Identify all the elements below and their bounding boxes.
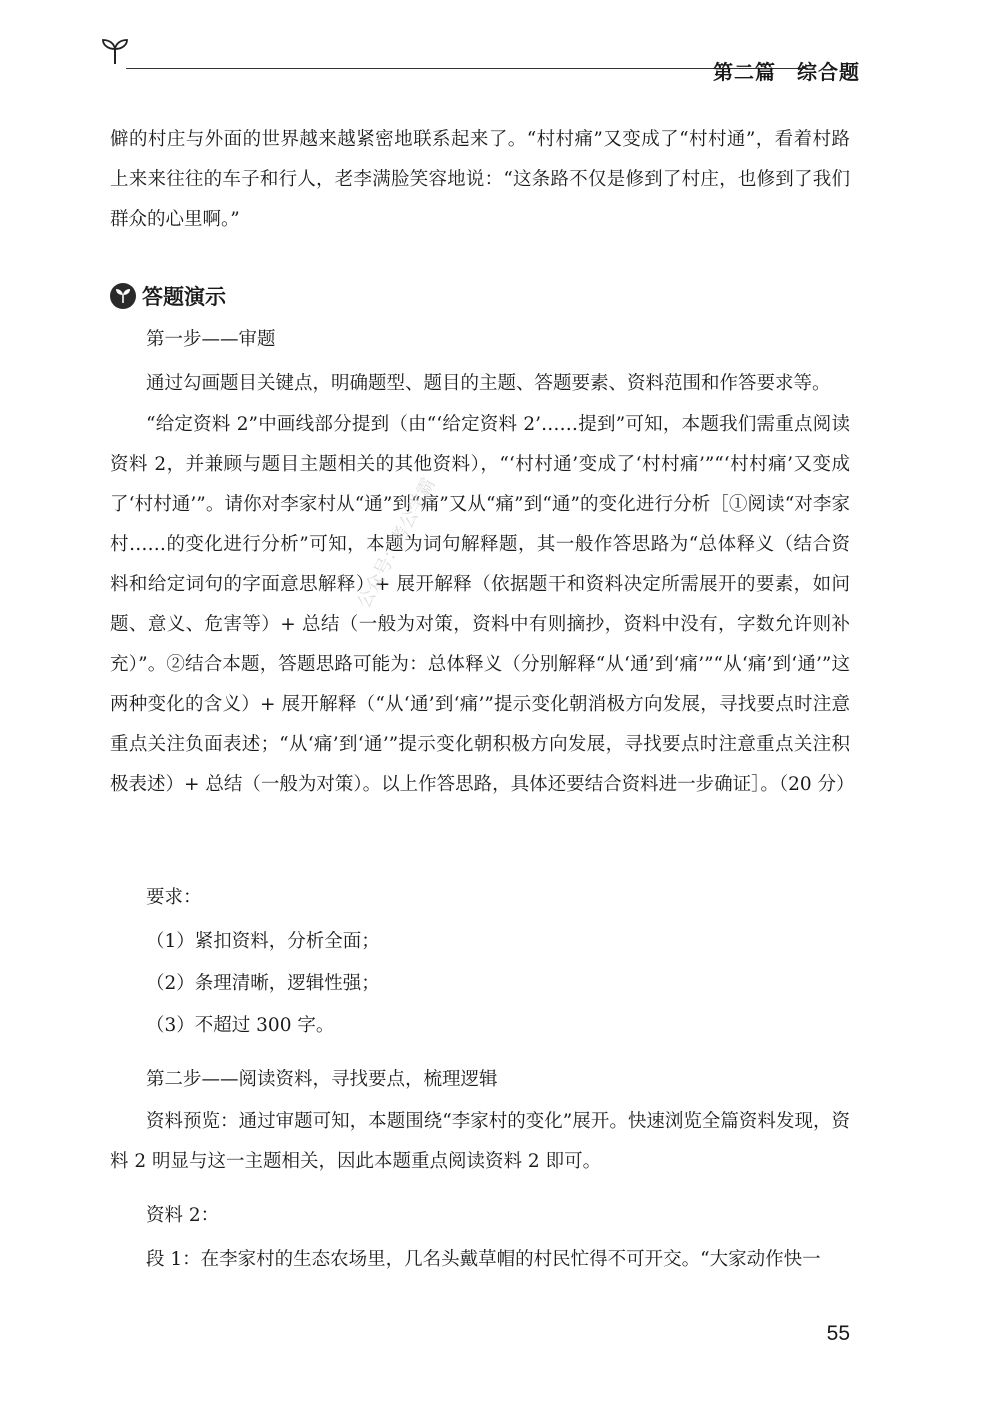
material-preview: 资料预览：通过审题可知，本题围绕“李家村的变化”展开。快速浏览全篇资料发现，资料 2 明显与这一主题相关，因此本题重点阅读资料 2 即可。 bbox=[110, 1111, 850, 1172]
section-heading bbox=[110, 280, 226, 312]
page-header bbox=[100, 30, 860, 82]
sprout-icon bbox=[100, 36, 130, 70]
material-paragraph: 段 1：在李家村的生态农场里，几名头戴草帽的村民忙得不可开交。“大家动作快一 bbox=[146, 1249, 821, 1270]
step1-title: 第一步——审题 bbox=[146, 329, 276, 350]
requirement-item: （2）条理清晰，逻辑性强； bbox=[146, 973, 380, 994]
step1-instruction: 通过勾画题目关键点，明确题型、题目的主题、答题要素、资料范围和作答要求等。 bbox=[146, 373, 831, 394]
material-label: 资料 2： bbox=[146, 1205, 220, 1226]
requirement-item: （3）不超过 300 字。 bbox=[146, 1015, 335, 1036]
step1-analysis: “给定资料 2”中画线部分提到（由“‘给定资料 2’……提到”可知，本题我们需重点阅读资料 2，并兼顾与题目主题相关的其他资料），“‘村村通’变成了‘村村痛’”“‘村村痛’又变成了‘村村通’”。请你对李家村从“通”到“痛”又从“痛”到“通”的变化进行分析［①阅读“对李家村……的变化进行分析”可知，本题为词句解释题，其一般作答思路为“总体释义（结合资料和给定词句的字面意思解释）+ 展开解释（依据题干和资料决定所需展开的要素，如问题、意义、危害等）+ 总结（一般为对策，资料中有则摘抄，资料中没有，字数允许则补充）”。②结合本题，答题思路可能为：总体释义（分别解释“从‘通’到‘痛’”“从‘痛’到‘通’”这两种变化的含义）+ 展开解释（“从‘通’到‘痛’”提示变化朝消极方向发展，寻找要点时注意重点关注负面表述；“从‘痛’到‘通’”提示变化朝积极方向发展，寻找要点时注意重点关注积极表述）+ 总结（一般为对策）。以上作答思路，具体还要结合资料进一步确证］。（20 分） bbox=[110, 414, 855, 795]
section-title: 答题演示 bbox=[142, 285, 226, 309]
header-title: 第二篇 综合题 bbox=[713, 60, 860, 84]
requirement-item: （1）紧扣资料，分析全面； bbox=[146, 931, 380, 952]
page-number: 55 bbox=[826, 1322, 850, 1345]
requirements-label: 要求： bbox=[146, 887, 202, 908]
step2-title: 第二步——阅读资料，寻找要点，梳理逻辑 bbox=[146, 1069, 498, 1090]
header-rule bbox=[126, 68, 808, 69]
intro-paragraph: 僻的村庄与外面的世界越来越紧密地联系起来了。“村村痛”又变成了“村村通”，看着村路上来来往往的车子和行人，老李满脸笑容地说：“这条路不仅是修到了村庄，也修到了我们群众的心里啊。” bbox=[110, 129, 850, 230]
sprout-icon bbox=[110, 283, 136, 309]
watermark: 公众号：考公学霸 bbox=[353, 474, 440, 612]
